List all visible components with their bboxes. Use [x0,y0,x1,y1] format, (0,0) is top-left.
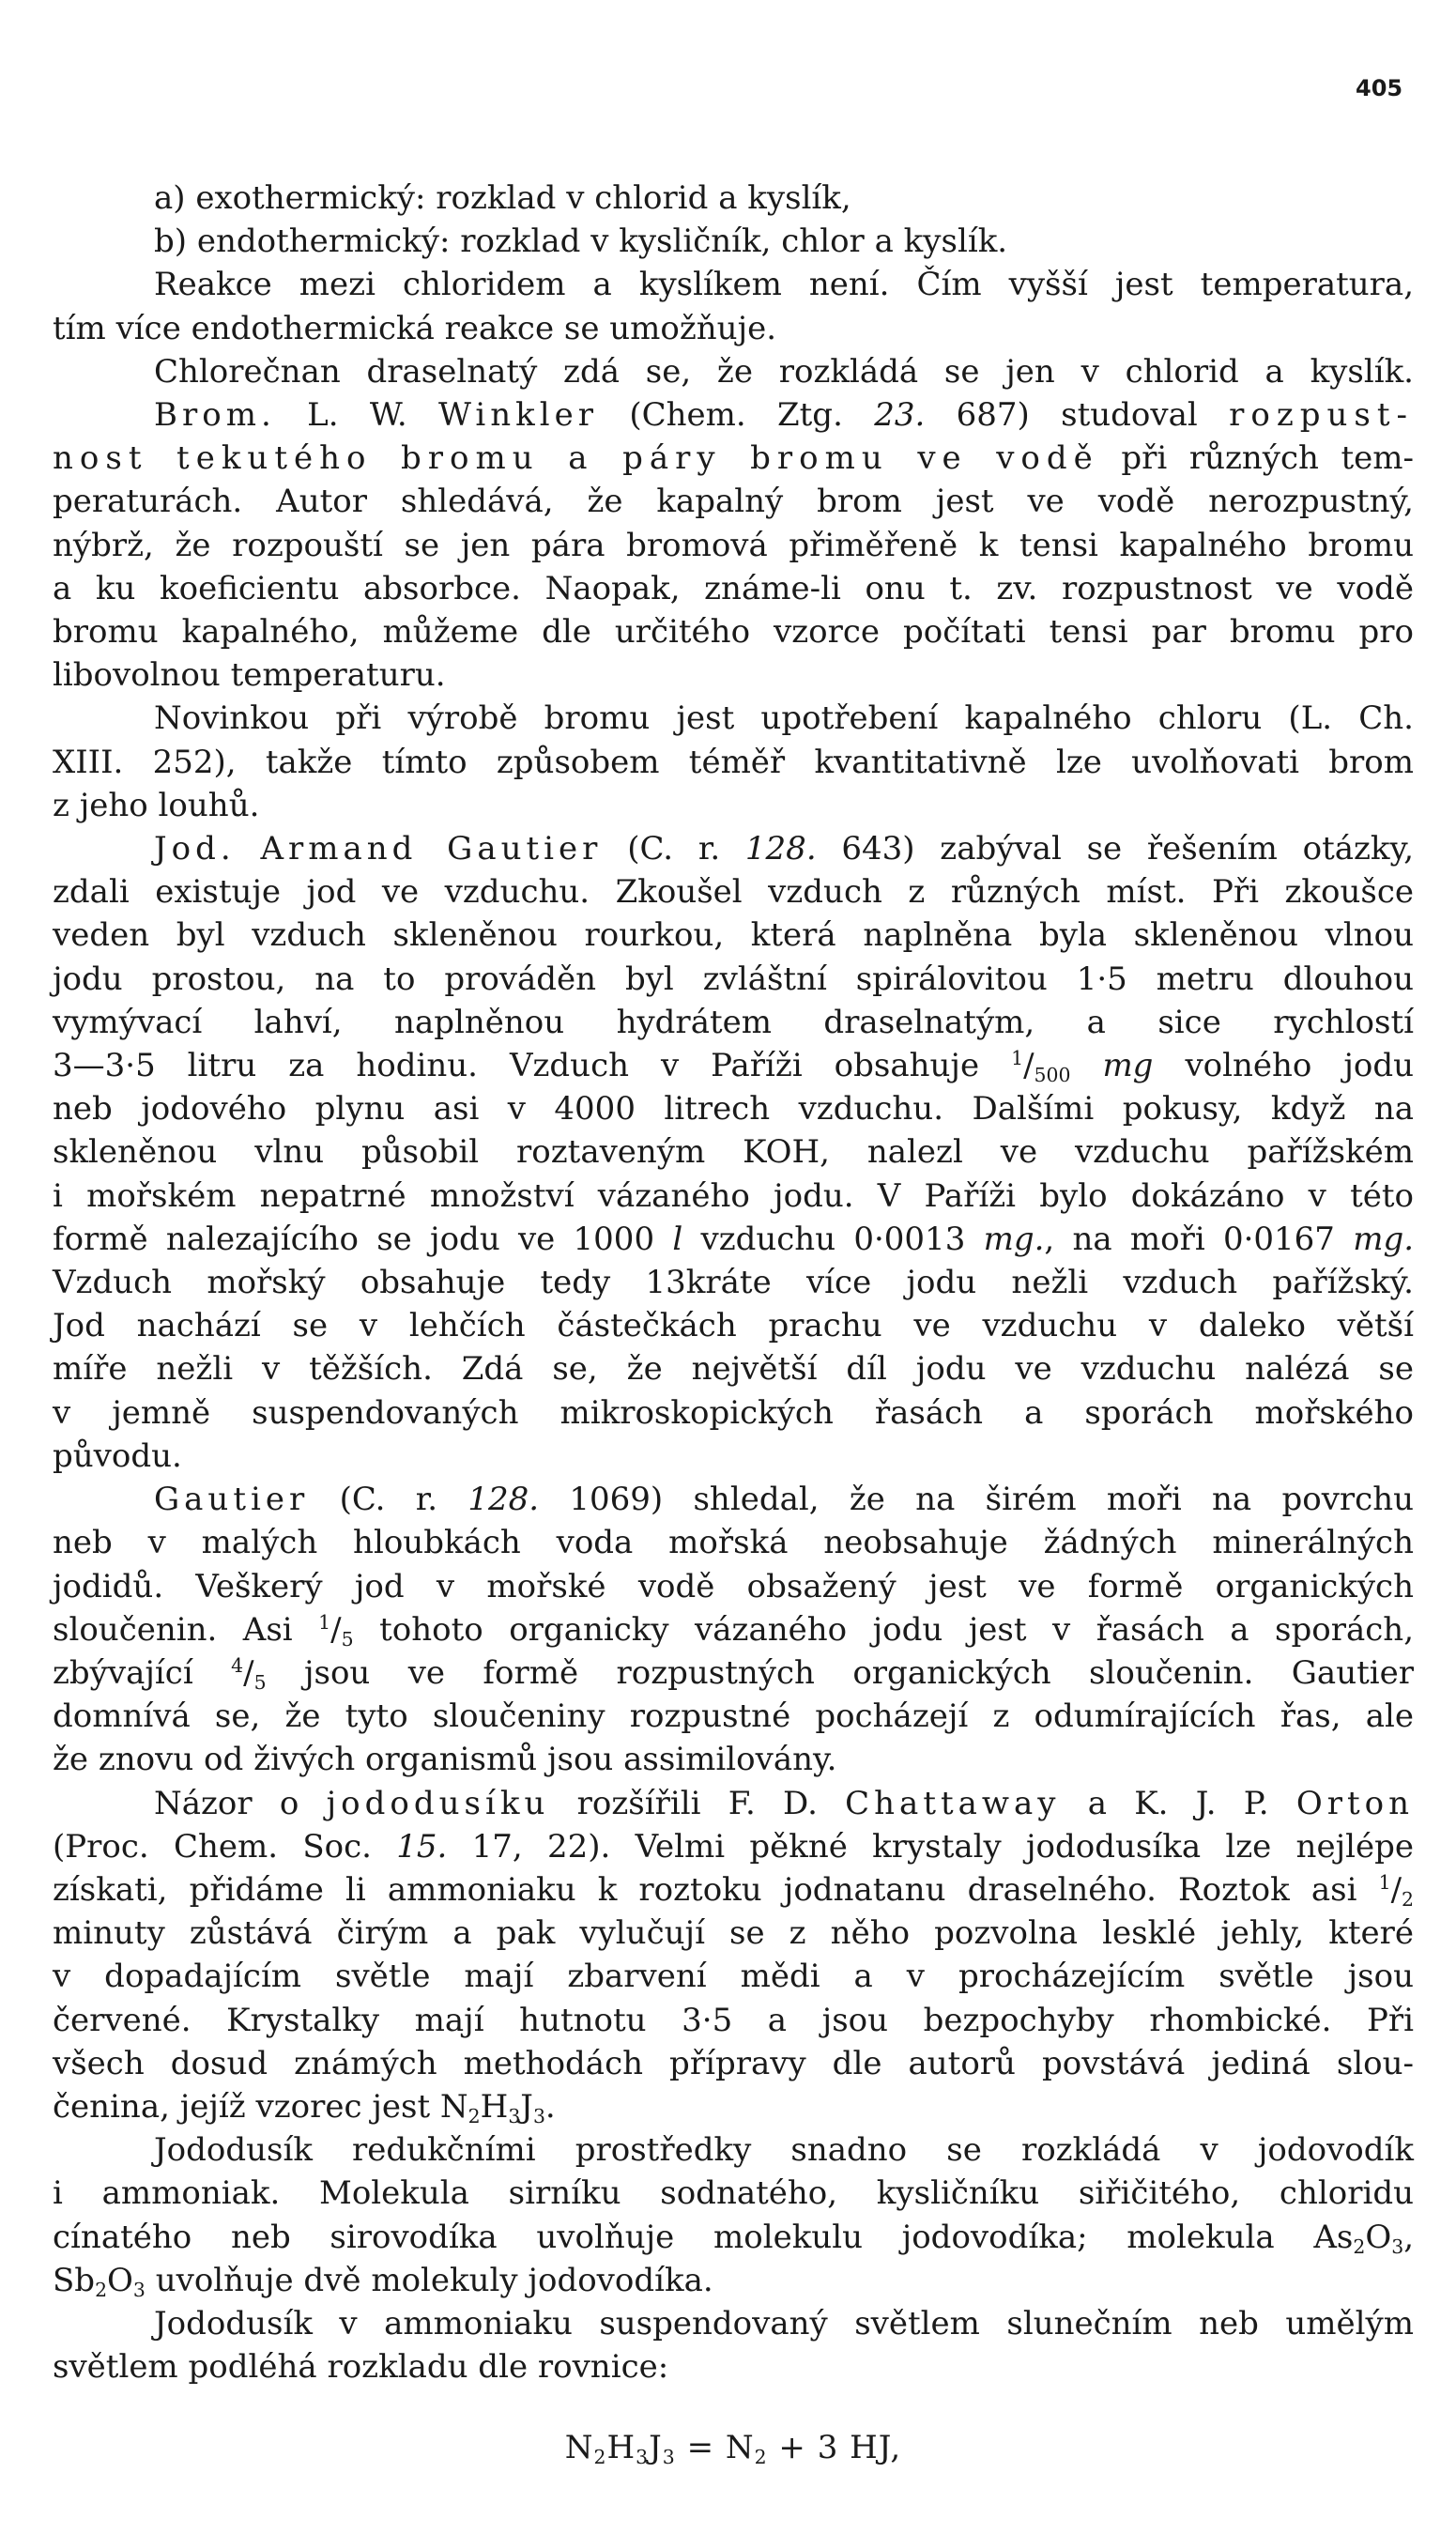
body-text [53,177,1414,2470]
text-line: Gautier (C. r. 128. 1069) shledal, že na širém moři na povrchu [154,1481,1415,1519]
text-line: cínatého neb sirovodíka uvolňuje molekulu jodovodíka; molekula $As_2O_3$, [53,2218,1414,2258]
text-line: nýbrž, že rozpouští se jen pára bromová přiměřeně k tensi kapalného bromu [53,526,1414,564]
text-line: libovolnou temperaturu. [53,656,446,695]
text-line: v dopadajícím světle mají zbarvení mědi a v procházejícím světle jsou [53,1958,1414,1996]
text-line: Chlorečnan draselnatý zdá se, že rozkládá se jen v chlorid a kyslík. [154,352,1414,391]
text-line: Názor o jododusíku rozšířili F. D. Chattaway a K. J. P. Orton [154,1784,1414,1822]
text-line: neb v malých hloubkách voda mořská neobsahuje žádných minerálných [53,1524,1414,1562]
author-name: Chattaway [845,1784,1061,1822]
author-name: Gautier [154,1481,310,1519]
text-line: čenina, jejíž vzorec jest $N_2H_3J_3$. [53,2087,556,2128]
text-line: peraturách. Autor shledává, že kapalný brom jest ve vodě nerozpustný, [53,483,1414,521]
section-heading: jododusíku [326,1784,550,1822]
text-line: že znovu od živých organismů jsou assimilovány. [53,1741,837,1779]
text-line: zdali existuje jod ve vzduchu. Zkoušel vzduch z různých míst. Při zkoušce [53,873,1414,912]
text-line: vymývací lahví, naplněnou hydrátem draselnatým, a sice rychlostí [53,1003,1414,1041]
text-line: tím více endothermická reakce se umožňuje. [53,309,777,347]
text-line: Reakce mezi chloridem a kyslíkem není. Čím vyšší jest temperatura, [154,266,1414,304]
section-heading: Brom. [154,396,276,435]
text-line: Jod nachází se v lehčích částečkách prachu ve vzduchu v daleko větší [53,1307,1414,1345]
author-name: Winkler [438,396,598,435]
text-line: veden byl vzduch skleněnou rourkou, která naplněna byla skleněnou vlnou [53,916,1414,955]
text-line: nost tekutého bromu a páry bromu ve vodě při různých tem- [53,439,1414,478]
text-line: $Sb_2O_3$ uvolňuje dvě molekuly jodovodíka. [53,2261,713,2301]
author-initials: L. W. [307,396,407,435]
text-line: b) endothermický: rozklad v kysličník, chlor a kyslík. [154,223,1008,261]
text-line: červené. Krystalky mají hutnotu 3·5 a jsou bezpochyby rhombické. Při [53,2001,1414,2039]
text-line: Jod. Armand Gautier (C. r. 128. 643) zabýval se řešením otázky, [154,830,1415,868]
text-line: zbývající $^4/_5$ jsou ve formě rozpustných organických sloučenin. Gautier [53,1653,1415,1695]
text-line: z jeho louhů. [53,786,260,824]
text-line: skleněnou vlnu působil roztaveným KOH, nalezl ve vzduchu pařížském [53,1133,1414,1172]
text-line: neb jodového plynu asi v 4000 litrech vzduchu. Dalšími pokusy, když na [53,1090,1414,1129]
text-line: XIII. 252), takže tímto způsobem téměř kvantitativně lze uvolňovati brom [53,743,1414,781]
text-line: minuty zůstává čirým a pak vylučují se z něho pozvolna lesklé jehly, které [53,1914,1414,1953]
text-line: a ku koeficientu absorbce. Naopak, známe-li onu t. zv. rozpustnost ve vodě [53,569,1414,607]
text-line: jodidů. Veškerý jod v mořské vodě obsažený jest ve formě organických [53,1567,1414,1605]
text-line: a) exothermický: rozklad v chlorid a kyslík, [154,179,851,217]
text-line: Brom. L. W. Winkler (Chem. Ztg. 23. 687) studoval rozpust- [154,396,1414,435]
text-line: Vzduch mořský obsahuje tedy 13kráte více jodu nežli vzduch pařížský. [53,1264,1414,1302]
text-line: světlem podléhá rozkladu dle rovnice: [53,2348,669,2387]
text-line: jodu prostou, na to prováděn byl zvláštní spirálovitou 1·5 metru dlouhou [53,960,1414,998]
text-line: míře nežli v těžších. Zdá se, že největší díl jodu ve vzduchu nalézá se [53,1350,1414,1389]
text-line: sloučenin. Asi $^1/_5$ tohoto organicky vázaného jodu jest v řasách a sporách, [53,1610,1415,1651]
text-line: i mořském nepatrné množství vázaného jodu. V Paříži bylo dokázáno v této [53,1176,1414,1215]
chemical-equation: $N_2H_3J_3 = N_2 + 3$ HJ, [564,2429,902,2469]
text-line: Jododusík v ammoniaku suspendovaný světlem slunečním neb umělým [154,2304,1414,2342]
text-line: domnívá se, že tyto sloučeniny rozpustné pocházejí z odumírajících řas, ale [53,1697,1414,1736]
author-name: Orton [1295,1784,1414,1822]
section-heading: Jod. [154,830,236,868]
text-line: Novinkou při výrobě bromu jest upotřebení kapalného chloru (L. Ch. [154,699,1414,738]
text-line: Jododusík redukčními prostředky snadno se rozkládá v jodovodík [154,2131,1414,2170]
text-line: původu. [53,1436,182,1475]
text-line: formě nalezajícího se jodu ve 1000 l vzduchu 0·0013 mg., na moři 0·0167 mg. [53,1220,1415,1258]
text-line: i ammoniak. Molekula sirníku sodnatého, kysličníku siřičitého, chloridu [53,2174,1414,2213]
text-line: 3—3·5 litru za hodinu. Vzduch v Paříži obsahuje $^1/_{500}$ mg volného jodu [53,1046,1415,1087]
text-line: (Proc. Chem. Soc. 15. 17, 22). Velmi pěkné krystaly jododusíka lze nejlépe [53,1827,1414,1866]
text-line: všech dosud známých methodách přípravy dle autorů povstává jediná slou- [53,2044,1414,2082]
page-number: 405 [1356,75,1403,101]
author-name: Armand Gautier [260,830,603,868]
text-line: bromu kapalného, můžeme dle určitého vzorce počítati tensi par bromu pro [53,613,1414,652]
text-line: získati, přidáme li ammoniaku k roztoku jodnatanu draselného. Roztok asi $^1/_2$ [53,1870,1415,1912]
text-line: v jemně suspendovaných mikroskopických řasách a sporách mořského [53,1393,1414,1432]
